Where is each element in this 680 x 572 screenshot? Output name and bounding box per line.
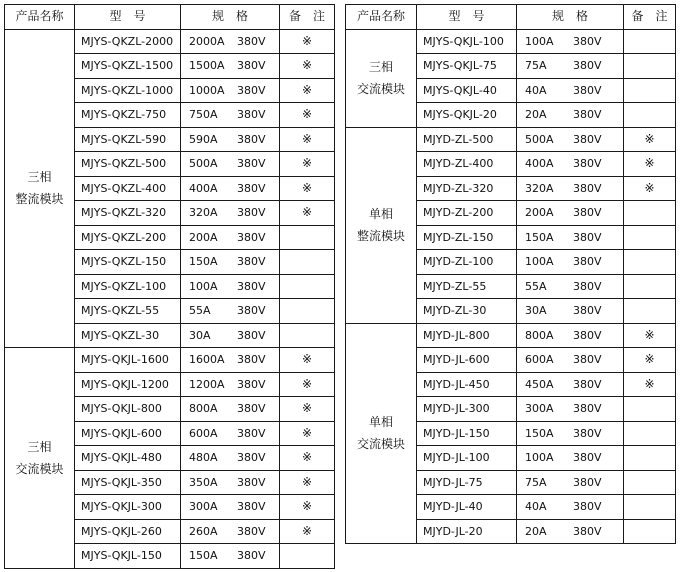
remark-cell: ※: [624, 372, 676, 397]
spec-cell: [181, 544, 280, 569]
product-group-name: [346, 127, 417, 323]
spec-cell: [181, 299, 280, 324]
spec-cell: [517, 250, 624, 275]
header-remark: 备 注: [280, 5, 335, 30]
spec-cell: [517, 176, 624, 201]
voltage-value: 380V: [237, 426, 266, 440]
voltage-value: 380V: [573, 304, 602, 317]
spec-cell: [517, 397, 624, 422]
model-cell: MJYS-QKZL-55: [75, 299, 181, 324]
spec-cell: [181, 495, 280, 520]
model-cell: MJYD-ZL-100: [417, 250, 517, 275]
spec-cell: [181, 274, 280, 299]
current-value: 75A: [525, 59, 547, 72]
model-cell: MJYS-QKJL-260: [75, 519, 181, 544]
voltage-value: 380V: [573, 108, 602, 121]
product-group-name-line: 整流模块: [356, 229, 405, 243]
current-value: 500A: [189, 157, 218, 170]
current-value: 100A: [189, 279, 218, 293]
voltage-value: 380V: [237, 157, 266, 170]
product-group-name-line: 交流模块: [356, 437, 405, 452]
product-group-name-line: 交流模块: [356, 82, 405, 96]
spec-cell: [517, 29, 624, 54]
voltage-value: 380V: [573, 83, 602, 97]
model-cell: MJYS-QKJL-150: [75, 544, 181, 569]
voltage-value: 380V: [573, 34, 602, 48]
header-spec: 规 格: [181, 5, 280, 30]
model-cell: MJYS-QKZL-1000: [75, 78, 181, 103]
remark-cell: ※: [280, 348, 335, 373]
product-group-name: [346, 323, 417, 544]
voltage-value: 380V: [237, 83, 266, 97]
model-cell: MJYS-QKZL-2000: [75, 29, 181, 54]
current-value: 150A: [525, 230, 554, 244]
current-value: 40A: [525, 500, 547, 513]
remark-cell: ※: [280, 54, 335, 79]
model-cell: MJYD-JL-300: [417, 397, 517, 422]
spec-cell: [181, 127, 280, 152]
voltage-value: 380V: [237, 108, 266, 121]
spec-cell: [517, 127, 624, 152]
table-header-row: [5, 5, 335, 30]
product-group-name-line: 交流模块: [15, 461, 64, 476]
current-value: 600A: [525, 353, 554, 366]
remark-cell: ※: [280, 78, 335, 103]
spec-cell: [181, 54, 280, 79]
spec-cell: [181, 446, 280, 471]
model-cell: MJYS-QKZL-400: [75, 176, 181, 201]
voltage-value: 380V: [237, 279, 266, 293]
remark-cell: ※: [280, 201, 335, 226]
model-cell: MJYD-ZL-55: [417, 274, 517, 299]
current-value: 1000A: [189, 83, 225, 97]
current-value: 300A: [189, 500, 218, 513]
current-value: 20A: [525, 108, 547, 121]
voltage-value: 380V: [237, 353, 266, 366]
current-value: 320A: [525, 181, 554, 195]
model-cell: MJYS-QKJL-20: [417, 103, 517, 128]
spec-cell: [181, 372, 280, 397]
spec-cell: [517, 103, 624, 128]
spec-cell: [517, 421, 624, 446]
remark-cell: [280, 274, 335, 299]
model-cell: MJYS-QKJL-40: [417, 78, 517, 103]
voltage-value: 380V: [573, 524, 602, 538]
model-cell: MJYS-QKJL-480: [75, 446, 181, 471]
model-cell: MJYD-ZL-400: [417, 152, 517, 177]
remark-cell: [624, 250, 676, 275]
remark-cell: [624, 470, 676, 495]
voltage-value: 380V: [573, 328, 602, 342]
model-cell: MJYD-JL-150: [417, 421, 517, 446]
product-table-left: [4, 4, 335, 569]
product-group-name-line: 三相: [27, 439, 52, 454]
spec-cell: [181, 152, 280, 177]
current-value: 400A: [189, 181, 218, 195]
current-value: 800A: [525, 328, 554, 342]
voltage-value: 380V: [237, 524, 266, 538]
spec-cell: [517, 299, 624, 324]
remark-cell: [280, 323, 335, 348]
current-value: 480A: [189, 451, 218, 464]
spec-cell: [181, 103, 280, 128]
model-cell: MJYS-QKZL-200: [75, 225, 181, 250]
current-value: 800A: [189, 402, 218, 415]
remark-cell: ※: [624, 348, 676, 373]
voltage-value: 380V: [237, 451, 266, 464]
remark-cell: ※: [280, 519, 335, 544]
voltage-value: 380V: [237, 59, 266, 72]
model-cell: MJYS-QKJL-1600: [75, 348, 181, 373]
model-cell: MJYD-JL-800: [417, 323, 517, 348]
voltage-value: 380V: [237, 475, 266, 489]
voltage-value: 380V: [573, 255, 602, 268]
remark-cell: [624, 103, 676, 128]
remark-cell: ※: [280, 397, 335, 422]
header-spec: 规 格: [517, 5, 624, 30]
current-value: 100A: [525, 255, 554, 268]
remark-cell: [624, 421, 676, 446]
spec-cell: [517, 54, 624, 79]
voltage-value: 380V: [573, 426, 602, 440]
spec-cell: [181, 29, 280, 54]
current-value: 1600A: [189, 353, 225, 366]
current-value: 260A: [189, 524, 218, 538]
remark-cell: [624, 397, 676, 422]
current-value: 150A: [189, 255, 218, 268]
remark-cell: ※: [280, 103, 335, 128]
spec-cell: [517, 152, 624, 177]
remark-cell: ※: [280, 372, 335, 397]
voltage-value: 380V: [237, 328, 266, 342]
voltage-value: 380V: [573, 206, 602, 219]
remark-cell: [624, 201, 676, 226]
voltage-value: 380V: [237, 549, 266, 562]
header-model: 型 号: [417, 5, 517, 30]
voltage-value: 380V: [237, 34, 266, 48]
model-cell: MJYS-QKJL-100: [417, 29, 517, 54]
model-cell: MJYD-JL-75: [417, 470, 517, 495]
voltage-value: 380V: [573, 181, 602, 195]
spec-cell: [517, 446, 624, 471]
product-group-name-line: 整流模块: [15, 192, 64, 207]
remark-cell: [624, 29, 676, 54]
model-cell: MJYS-QKJL-75: [417, 54, 517, 79]
voltage-value: 380V: [573, 132, 602, 146]
current-value: 450A: [525, 377, 554, 391]
voltage-value: 380V: [237, 132, 266, 146]
voltage-value: 380V: [237, 304, 266, 317]
model-cell: MJYD-JL-450: [417, 372, 517, 397]
spec-cell: [181, 176, 280, 201]
remark-cell: [624, 225, 676, 250]
spec-cell: [181, 323, 280, 348]
model-cell: MJYS-QKZL-30: [75, 323, 181, 348]
remark-cell: [624, 446, 676, 471]
voltage-value: 380V: [573, 59, 602, 72]
spec-cell: [517, 225, 624, 250]
remark-cell: ※: [624, 323, 676, 348]
spec-cell: [181, 397, 280, 422]
table-row: [346, 323, 676, 348]
spec-cell: [517, 372, 624, 397]
header-model: 型 号: [75, 5, 181, 30]
product-table-right: [345, 4, 676, 544]
model-cell: MJYS-QKZL-150: [75, 250, 181, 275]
voltage-value: 380V: [237, 255, 266, 268]
model-cell: MJYS-QKZL-590: [75, 127, 181, 152]
remark-cell: [624, 299, 676, 324]
remark-cell: ※: [280, 495, 335, 520]
voltage-value: 380V: [573, 402, 602, 415]
model-cell: MJYS-QKZL-750: [75, 103, 181, 128]
current-value: 1200A: [189, 377, 225, 391]
voltage-value: 380V: [573, 230, 602, 244]
current-value: 300A: [525, 402, 554, 415]
spec-cell: [517, 348, 624, 373]
voltage-value: 380V: [237, 500, 266, 513]
current-value: 600A: [189, 426, 218, 440]
current-value: 30A: [189, 328, 211, 342]
current-value: 55A: [525, 279, 547, 293]
current-value: 30A: [525, 304, 547, 317]
model-cell: MJYS-QKJL-1200: [75, 372, 181, 397]
model-cell: MJYS-QKJL-600: [75, 421, 181, 446]
current-value: 100A: [525, 451, 554, 464]
current-value: 200A: [189, 230, 218, 244]
current-value: 200A: [525, 206, 554, 219]
current-value: 40A: [525, 83, 547, 97]
spec-cell: [181, 348, 280, 373]
model-cell: MJYD-JL-600: [417, 348, 517, 373]
spec-cell: [181, 78, 280, 103]
spec-cell: [517, 519, 624, 544]
remark-cell: [280, 544, 335, 569]
model-cell: MJYD-ZL-150: [417, 225, 517, 250]
header-product-name: 产品名称: [346, 5, 417, 30]
remark-cell: ※: [624, 152, 676, 177]
current-value: 590A: [189, 132, 218, 146]
remark-cell: [624, 519, 676, 544]
current-value: 350A: [189, 475, 218, 489]
current-value: 2000A: [189, 34, 225, 48]
voltage-value: 380V: [237, 206, 266, 219]
spec-cell: [181, 519, 280, 544]
spec-cell: [517, 201, 624, 226]
table-row: [346, 29, 676, 54]
remark-cell: [624, 54, 676, 79]
model-cell: MJYS-QKJL-350: [75, 470, 181, 495]
remark-cell: ※: [280, 127, 335, 152]
table-header-row: [346, 5, 676, 30]
product-group-name-line: 单相: [368, 415, 393, 430]
remark-cell: ※: [280, 421, 335, 446]
model-cell: MJYS-QKJL-800: [75, 397, 181, 422]
current-value: 55A: [189, 304, 211, 317]
product-group-name-line: 单相: [368, 207, 393, 221]
voltage-value: 380V: [573, 279, 602, 293]
table-row: [346, 127, 676, 152]
model-cell: MJYS-QKZL-1500: [75, 54, 181, 79]
remark-cell: ※: [280, 176, 335, 201]
remark-cell: ※: [280, 470, 335, 495]
header-product-name: 产品名称: [5, 5, 75, 30]
voltage-value: 380V: [573, 451, 602, 464]
remark-cell: ※: [624, 127, 676, 152]
spec-cell: [181, 250, 280, 275]
current-value: 75A: [525, 475, 547, 489]
spec-cell: [517, 78, 624, 103]
spec-cell: [517, 274, 624, 299]
model-cell: MJYD-JL-40: [417, 495, 517, 520]
model-cell: MJYS-QKZL-500: [75, 152, 181, 177]
voltage-value: 380V: [573, 475, 602, 489]
current-value: 500A: [525, 132, 554, 146]
model-cell: MJYD-JL-20: [417, 519, 517, 544]
current-value: 1500A: [189, 59, 225, 72]
model-cell: MJYD-JL-100: [417, 446, 517, 471]
model-cell: MJYD-ZL-320: [417, 176, 517, 201]
current-value: 400A: [525, 157, 554, 170]
remark-cell: [280, 250, 335, 275]
remark-cell: ※: [280, 152, 335, 177]
current-value: 100A: [525, 34, 554, 48]
spec-cell: [517, 323, 624, 348]
remark-cell: [280, 225, 335, 250]
table-row: [5, 29, 335, 54]
model-cell: MJYD-ZL-500: [417, 127, 517, 152]
model-cell: MJYS-QKZL-320: [75, 201, 181, 226]
header-remark: 备 注: [624, 5, 676, 30]
product-group-name-line: 三相: [368, 60, 393, 74]
model-cell: MJYS-QKZL-100: [75, 274, 181, 299]
current-value: 750A: [189, 108, 218, 121]
current-value: 20A: [525, 524, 547, 538]
voltage-value: 380V: [237, 402, 266, 415]
current-value: 320A: [189, 206, 218, 219]
remark-cell: ※: [280, 29, 335, 54]
voltage-value: 380V: [237, 181, 266, 195]
product-group-name-line: 三相: [27, 170, 52, 185]
remark-cell: [280, 299, 335, 324]
table-row: [5, 348, 335, 373]
remark-cell: ※: [624, 176, 676, 201]
spec-cell: [181, 225, 280, 250]
voltage-value: 380V: [573, 353, 602, 366]
voltage-value: 380V: [573, 500, 602, 513]
remark-cell: ※: [280, 446, 335, 471]
remark-cell: [624, 274, 676, 299]
spec-cell: [181, 421, 280, 446]
model-cell: MJYS-QKJL-300: [75, 495, 181, 520]
spec-cell: [517, 470, 624, 495]
current-value: 150A: [525, 426, 554, 440]
model-cell: MJYD-ZL-200: [417, 201, 517, 226]
remark-cell: [624, 78, 676, 103]
spec-cell: [181, 201, 280, 226]
product-group-name: [5, 29, 75, 348]
spec-cell: [517, 495, 624, 520]
product-group-name: [5, 348, 75, 569]
model-cell: MJYD-ZL-30: [417, 299, 517, 324]
voltage-value: 380V: [573, 157, 602, 170]
product-group-name: [346, 29, 417, 127]
remark-cell: [624, 495, 676, 520]
spec-cell: [181, 470, 280, 495]
voltage-value: 380V: [237, 377, 266, 391]
voltage-value: 380V: [237, 230, 266, 244]
voltage-value: 380V: [573, 377, 602, 391]
current-value: 150A: [189, 549, 218, 562]
